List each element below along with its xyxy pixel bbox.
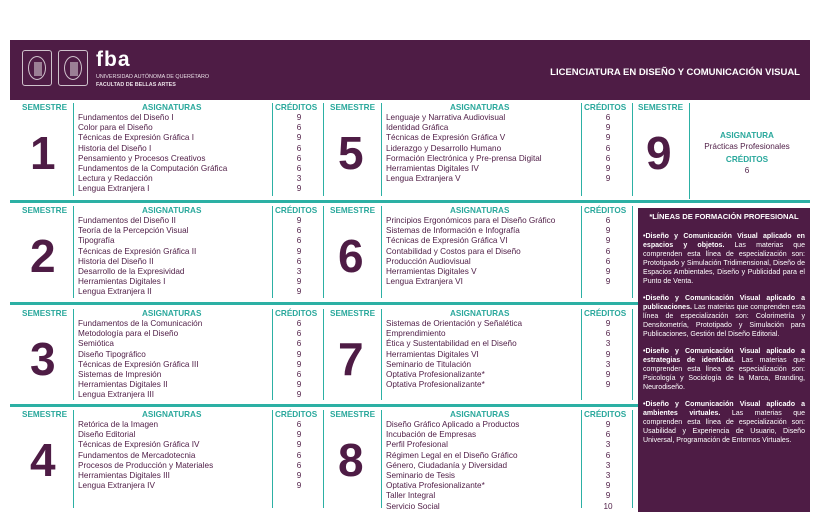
row-divider-3 [10, 404, 638, 407]
semester-divider [381, 206, 382, 298]
subject-name: Optativa Profesionalizante* [386, 481, 485, 491]
subject-credits: 10 [603, 501, 613, 511]
subject-credits: 9 [605, 174, 611, 184]
subject-credits: 3 [605, 359, 611, 369]
subject-name: Género, Ciudadanía y Diversidad [386, 460, 508, 470]
creditos-header: CRÉDITOS [584, 410, 627, 419]
semestre-header: SEMESTRE [22, 103, 68, 112]
creditos-header: CRÉDITOS [275, 309, 318, 318]
subject-credits: 9 [296, 113, 302, 122]
subject-name: Técnicas de Expresión Gráfica V [386, 133, 506, 143]
subject-credits: 6 [605, 256, 611, 266]
header-bar [10, 40, 810, 100]
credits-divider [323, 410, 324, 508]
subject-name: Técnicas de Expresión Gráfica VI [386, 236, 508, 246]
subject-credits: 9 [605, 133, 611, 143]
subject-name: Fundamentos del Diseño II [78, 216, 176, 225]
subject-divider [272, 410, 273, 508]
semester-9-asignatura: Prácticas Profesionales [704, 142, 790, 151]
subject-name: Sistemas de Información e Infografía [386, 226, 520, 236]
semester-9-number: 9 [646, 127, 672, 179]
semestre-header: SEMESTRE [22, 410, 68, 419]
subject-credits: 9 [296, 380, 302, 390]
subject-name: Color para el Diseño [78, 123, 153, 133]
subject-name: Lectura y Redacción [78, 174, 153, 184]
subject-credits: 9 [296, 481, 302, 491]
creditos-header: CRÉDITOS [275, 103, 318, 112]
credits-divider [632, 410, 633, 508]
subject-credits: 6 [605, 246, 611, 256]
subject-credits: 6 [605, 450, 611, 460]
subject-name: Optativa Profesionalizante* [386, 380, 485, 390]
subject-name: Herramientas Digitales V [386, 267, 477, 276]
semester-divider [381, 309, 382, 400]
subject-credits: 9 [605, 491, 611, 501]
subject-credits: 9 [296, 471, 302, 480]
subject-credits: 6 [605, 216, 611, 225]
semester-divider [73, 206, 74, 298]
credits-divider [323, 309, 324, 400]
subject-name: Seminario de Titulación [386, 359, 472, 369]
subject-name: Lengua Extranjera III [78, 390, 155, 400]
lineas-item-text: Las materias que comprenden esta línea de especialización son: Usabilidad y Experiencia de Usuario, Diseño Universal, Programación de Entornos Virtuales. [643, 410, 805, 444]
lineas-item-heading: •Diseño y Comunicación Visual aplicado a ambientes virtuales. [643, 401, 805, 417]
subject-credits: 9 [296, 390, 302, 400]
subject-credits: 9 [605, 481, 611, 491]
semester-number: 7 [338, 333, 364, 385]
semester-divider [381, 103, 382, 196]
subject-name: Herramientas Digitales I [78, 277, 166, 287]
subject-divider [581, 309, 582, 400]
subject-name: Formación Electrónica y Pre-prensa Digital [386, 153, 542, 163]
subject-name: Historia del Diseño II [78, 256, 154, 266]
lineas-item-text: Las materias que comprenden esta línea de especialización son: Prototipado y Simulación Tridimensional, Diseño de Espacios Ambientales, Diseño y Publicidad para el Punto de Venta. [643, 242, 806, 285]
subject-divider [272, 309, 273, 400]
subject-credits: 9 [296, 349, 302, 359]
semester-number: 6 [338, 230, 364, 282]
subject-name: Ética y Sustentabilidad en el Diseño [386, 339, 517, 349]
semester-divider [73, 410, 74, 508]
asignaturas-header: ASIGNATURAS [142, 309, 202, 318]
subject-credits: 9 [605, 277, 611, 287]
subject-credits: 6 [296, 329, 302, 339]
subject-name: Lengua Extranjera IV [78, 481, 155, 491]
faculty-name: FACULTAD DE BELLAS ARTES [96, 82, 176, 88]
semester-number: 4 [30, 434, 56, 486]
lineas-item-heading: •Diseño y Comunicación Visual aplicado a estrategias de identidad. [643, 348, 805, 364]
subject-credits: 6 [296, 319, 302, 328]
subject-name: Lengua Extranjera II [78, 287, 152, 297]
subject-name: Desarrollo de la Expresividad [78, 267, 185, 276]
subject-credits: 9 [605, 380, 611, 390]
subject-credits: 6 [296, 420, 302, 429]
semester-number: 8 [338, 434, 364, 486]
credits-divider [323, 206, 324, 298]
subject-divider [272, 103, 273, 196]
subject-name: Teoría de la Percepción Visual [78, 226, 189, 236]
creditos-header: CRÉDITOS [584, 309, 627, 318]
subject-credits: 3 [605, 460, 611, 470]
university-name: UNIVERSIDAD AUTÓNOMA DE QUERÉTARO [96, 74, 210, 80]
subject-name: Fundamentos del Diseño I [78, 113, 174, 122]
subject-name: Identidad Gráfica [386, 123, 449, 133]
subject-name: Diseño Gráfico Aplicado a Productos [386, 420, 520, 429]
subject-name: Historia del Diseño I [78, 143, 152, 153]
lineas-item-heading: •Diseño y Comunicación Visual aplicado a publicaciones. [643, 295, 805, 311]
semestre-header: SEMESTRE [22, 309, 68, 318]
page-title: LICENCIATURA EN DISEÑO Y COMUNICACIÓN VISUAL [550, 67, 800, 78]
subject-name: Herramientas Digitales II [78, 380, 168, 390]
subject-name: Lengua Extranjera VI [386, 277, 463, 287]
subject-name: Herramientas Digitales III [78, 471, 170, 480]
subject-name: Principios Ergonómicos para el Diseño Gráfico [386, 216, 556, 225]
lineas-item [643, 347, 805, 392]
university-seal-icon [22, 50, 52, 86]
semester-9-creditos-label: CRÉDITOS [725, 155, 769, 164]
subject-credits: 9 [296, 287, 302, 297]
subject-name: Lenguaje y Narrativa Audiovisual [386, 113, 506, 122]
semester-9-creditos: 6 [744, 166, 750, 175]
semester-number: 1 [30, 127, 56, 179]
subject-name: Sistemas de Impresión [78, 370, 162, 379]
subject-credits: 6 [296, 153, 302, 163]
subject-credits: 6 [296, 226, 302, 236]
fba-logo [96, 48, 131, 72]
asignaturas-header: ASIGNATURAS [450, 206, 510, 215]
subject-credits: 6 [605, 329, 611, 339]
subject-name: Fundamentos de Mercadotecnia [78, 450, 196, 460]
semestre-header: SEMESTRE [330, 206, 376, 215]
subject-name: Lengua Extranjera I [78, 184, 150, 194]
subject-name: Incubación de Empresas [386, 430, 477, 440]
subject-name: Pensamiento y Procesos Creativos [78, 153, 206, 163]
subject-credits: 9 [296, 277, 302, 287]
semester-9-asignatura-label: ASIGNATURA [720, 131, 774, 140]
subject-credits: 9 [605, 349, 611, 359]
subject-name: Técnicas de Expresión Gráfica II [78, 246, 197, 256]
creditos-header: CRÉDITOS [584, 103, 627, 112]
subject-name: Técnicas de Expresión Gráfica IV [78, 440, 200, 450]
asignaturas-header: ASIGNATURAS [142, 410, 202, 419]
subject-name: Emprendimiento [386, 329, 446, 339]
subject-divider [581, 410, 582, 508]
subject-credits: 9 [605, 319, 611, 328]
semester-number: 2 [30, 230, 56, 282]
subject-credits: 6 [296, 236, 302, 246]
semester-divider [73, 309, 74, 400]
subject-divider [272, 206, 273, 298]
lineas-item [643, 232, 805, 286]
subject-name: Herramientas Digitales VI [386, 349, 479, 359]
semestre-header-9: SEMESTRE [638, 103, 684, 112]
semester-divider [381, 410, 382, 508]
semester-9-divider [689, 103, 690, 199]
subject-credits: 9 [605, 236, 611, 246]
credits-divider [632, 206, 633, 298]
semestre-header: SEMESTRE [330, 103, 376, 112]
subject-name: Diseño Tipográfico [78, 349, 146, 359]
subject-credits: 9 [296, 184, 302, 194]
subject-credits: 9 [605, 123, 611, 133]
faculty-seal-icon [58, 50, 88, 86]
subject-credits: 3 [605, 339, 611, 349]
subject-credits: 9 [296, 359, 302, 369]
subject-name: Retórica de la Imagen [78, 420, 159, 429]
subject-credits: 6 [296, 256, 302, 266]
subject-credits: 9 [296, 430, 302, 440]
subject-credits: 6 [605, 430, 611, 440]
subject-credits: 6 [296, 123, 302, 133]
subject-name: Diseño Editorial [78, 430, 136, 440]
row-divider-1 [10, 200, 810, 203]
credits-divider [323, 103, 324, 196]
subject-name: Producción Audiovisual [386, 256, 471, 266]
asignaturas-header: ASIGNATURAS [142, 206, 202, 215]
subject-credits: 6 [296, 164, 302, 173]
subject-credits: 9 [605, 164, 611, 173]
semestre-header: SEMESTRE [330, 410, 376, 419]
subject-divider [581, 206, 582, 298]
subject-name: Técnicas de Expresión Gráfica I [78, 133, 195, 143]
subject-credits: 6 [605, 143, 611, 153]
lineas-item-text: Las materias que comprenden esta línea de especialización son: Colorimetría y Densitometría, Prototipado y Simulación para Publicaciones, Gestión del Diseño Editorial. [643, 304, 805, 338]
creditos-header: CRÉDITOS [275, 206, 318, 215]
lineas-item-heading: •Diseño y Comunicación Visual aplicado en espacios y objetos. [643, 233, 805, 249]
subject-credits: 6 [296, 143, 302, 153]
subject-credits: 6 [296, 450, 302, 460]
subject-credits: 6 [605, 153, 611, 163]
subject-name: Fundamentos de la Computación Gráfica [78, 164, 228, 173]
subject-name: Técnicas de Expresión Gráfica III [78, 359, 199, 369]
subject-name: Optativa Profesionalizante* [386, 370, 485, 379]
lineas-item [643, 294, 805, 339]
creditos-header: CRÉDITOS [275, 410, 318, 419]
subject-divider [581, 103, 582, 196]
lineas-item-text: Las materias que comprenden esta línea de especialización son: Psicología y Sociología de la Marca, Branding, Neurodiseño. [643, 357, 805, 391]
subject-credits: 3 [296, 174, 302, 184]
subject-credits: 9 [296, 216, 302, 225]
lineas-title: *LÍNEAS DE FORMACIÓN PROFESIONAL [649, 212, 799, 221]
subject-name: Régimen Legal en el Diseño Gráfico [386, 450, 518, 460]
subject-name: Herramientas Digitales IV [386, 164, 479, 173]
asignaturas-header: ASIGNATURAS [142, 103, 202, 112]
subject-name: Lengua Extranjera V [386, 174, 461, 184]
lineas-item [643, 400, 805, 445]
subject-credits: 6 [296, 460, 302, 470]
subject-credits: 9 [296, 246, 302, 256]
semestre-header: SEMESTRE [22, 206, 68, 215]
subject-credits: 3 [605, 440, 611, 450]
lineas-list [643, 232, 805, 445]
subject-credits: 9 [605, 420, 611, 429]
asignaturas-header: ASIGNATURAS [450, 103, 510, 112]
row-divider-2 [10, 302, 638, 305]
subject-name: Perfil Profesional [386, 440, 448, 450]
subject-credits: 9 [296, 440, 302, 450]
subject-name: Sistemas de Orientación y Señalética [386, 319, 523, 328]
semestre-header: SEMESTRE [330, 309, 376, 318]
subject-name: Servicio Social [386, 501, 440, 511]
semester-number: 3 [30, 333, 56, 385]
subject-name: Semiótica [78, 339, 114, 349]
subject-credits: 6 [605, 113, 611, 122]
subject-name: Seminario de Tesis [386, 471, 456, 480]
subject-credits: 9 [605, 267, 611, 276]
subject-credits: 3 [605, 471, 611, 480]
subject-name: Fundamentos de la Comunicación [78, 319, 203, 328]
semester-number: 5 [338, 127, 364, 179]
credits-divider [632, 309, 633, 400]
subject-credits: 6 [296, 339, 302, 349]
subject-name: Contabilidad y Costos para el Diseño [386, 246, 521, 256]
subject-credits: 9 [605, 226, 611, 236]
subject-name: Metodología para el Diseño [78, 329, 179, 339]
subject-credits: 9 [296, 133, 302, 143]
subject-name: Liderazgo y Desarrollo Humano [386, 143, 502, 153]
subject-credits: 9 [605, 370, 611, 379]
semester-divider [73, 103, 74, 196]
subject-name: Procesos de Producción y Materiales [78, 460, 214, 470]
credits-divider [632, 103, 633, 196]
fba-logo-text: fba [96, 48, 131, 71]
asignaturas-header: ASIGNATURAS [450, 309, 510, 318]
subject-credits: 6 [296, 370, 302, 379]
creditos-header: CRÉDITOS [584, 206, 627, 215]
lineas-formacion-panel [638, 208, 810, 512]
subject-name: Tipografía [78, 236, 115, 246]
subject-credits: 3 [296, 267, 302, 276]
subject-name: Taller Integral [386, 491, 436, 501]
asignaturas-header: ASIGNATURAS [450, 410, 510, 419]
